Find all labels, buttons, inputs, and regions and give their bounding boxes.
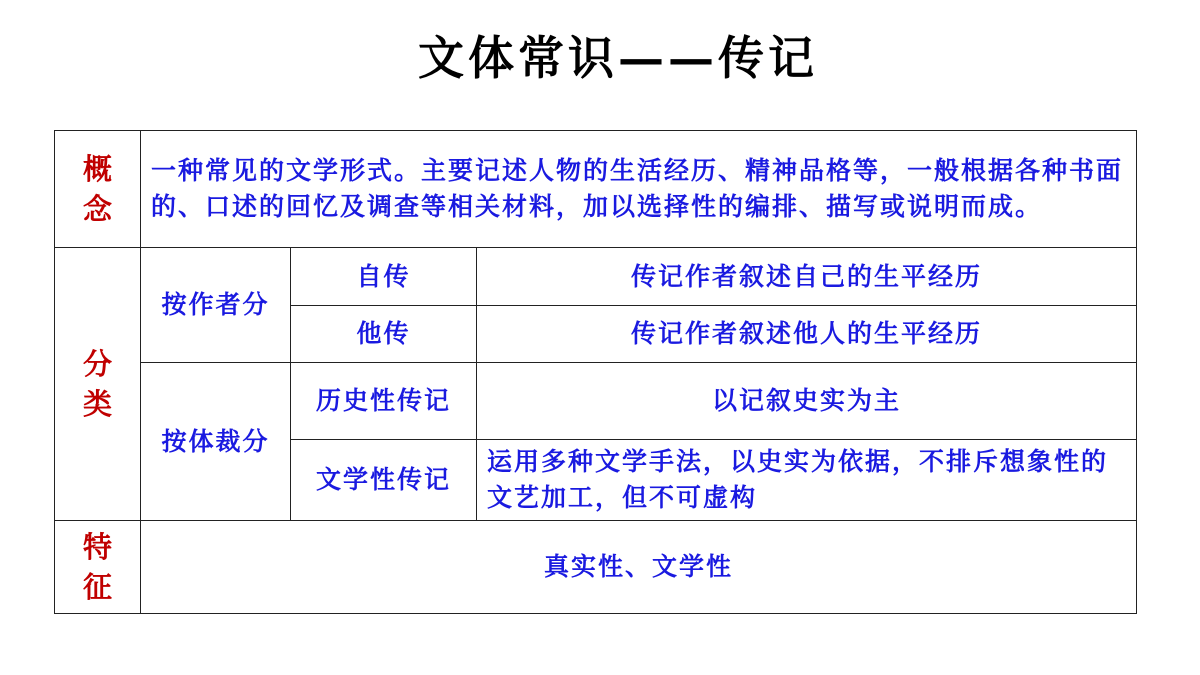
autobiography-row <box>55 248 1137 306</box>
features-header-char-1: 特 <box>82 530 112 564</box>
desc-literary-biography: 运用多种文学手法，以史实为依据，不排斥想象性的文艺加工，但不可虚构 <box>477 440 1137 521</box>
type-literary-biography: 文学性传记 <box>291 440 477 521</box>
biography-table <box>54 130 1137 614</box>
type-biography-by-other: 他传 <box>291 306 477 363</box>
type-historical-biography: 历史性传记 <box>291 363 477 440</box>
page-title: 文体常识——传记 <box>418 31 818 85</box>
desc-biography-by-other: 传记作者叙述他人的生平经历 <box>477 306 1137 363</box>
features-text: 真实性、文学性 <box>141 521 1137 614</box>
desc-autobiography: 传记作者叙述自己的生平经历 <box>477 248 1137 306</box>
concept-header <box>55 131 141 248</box>
desc-historical-biography: 以记叙史实为主 <box>477 363 1137 440</box>
classification-header <box>55 248 141 521</box>
concept-text: 一种常见的文学形式。主要记述人物的生活经历、精神品格等，一般根据各种书面的、口述的回忆及调查等相关材料，加以选择性的编排、描写或说明而成。 <box>141 131 1137 248</box>
historical-biography-row <box>55 363 1137 440</box>
features-header <box>55 521 141 614</box>
features-row <box>55 521 1137 614</box>
classification-header-char-2: 类 <box>82 387 112 421</box>
features-header-char-2: 征 <box>82 570 112 604</box>
group-by-author-label: 按作者分 <box>141 248 291 363</box>
classification-header-char-1: 分 <box>82 347 112 381</box>
concept-row <box>55 131 1137 248</box>
concept-header-char-2: 念 <box>82 192 112 226</box>
type-autobiography: 自传 <box>291 248 477 306</box>
concept-header-char-1: 概 <box>82 152 112 186</box>
group-by-genre-label: 按体裁分 <box>141 363 291 521</box>
